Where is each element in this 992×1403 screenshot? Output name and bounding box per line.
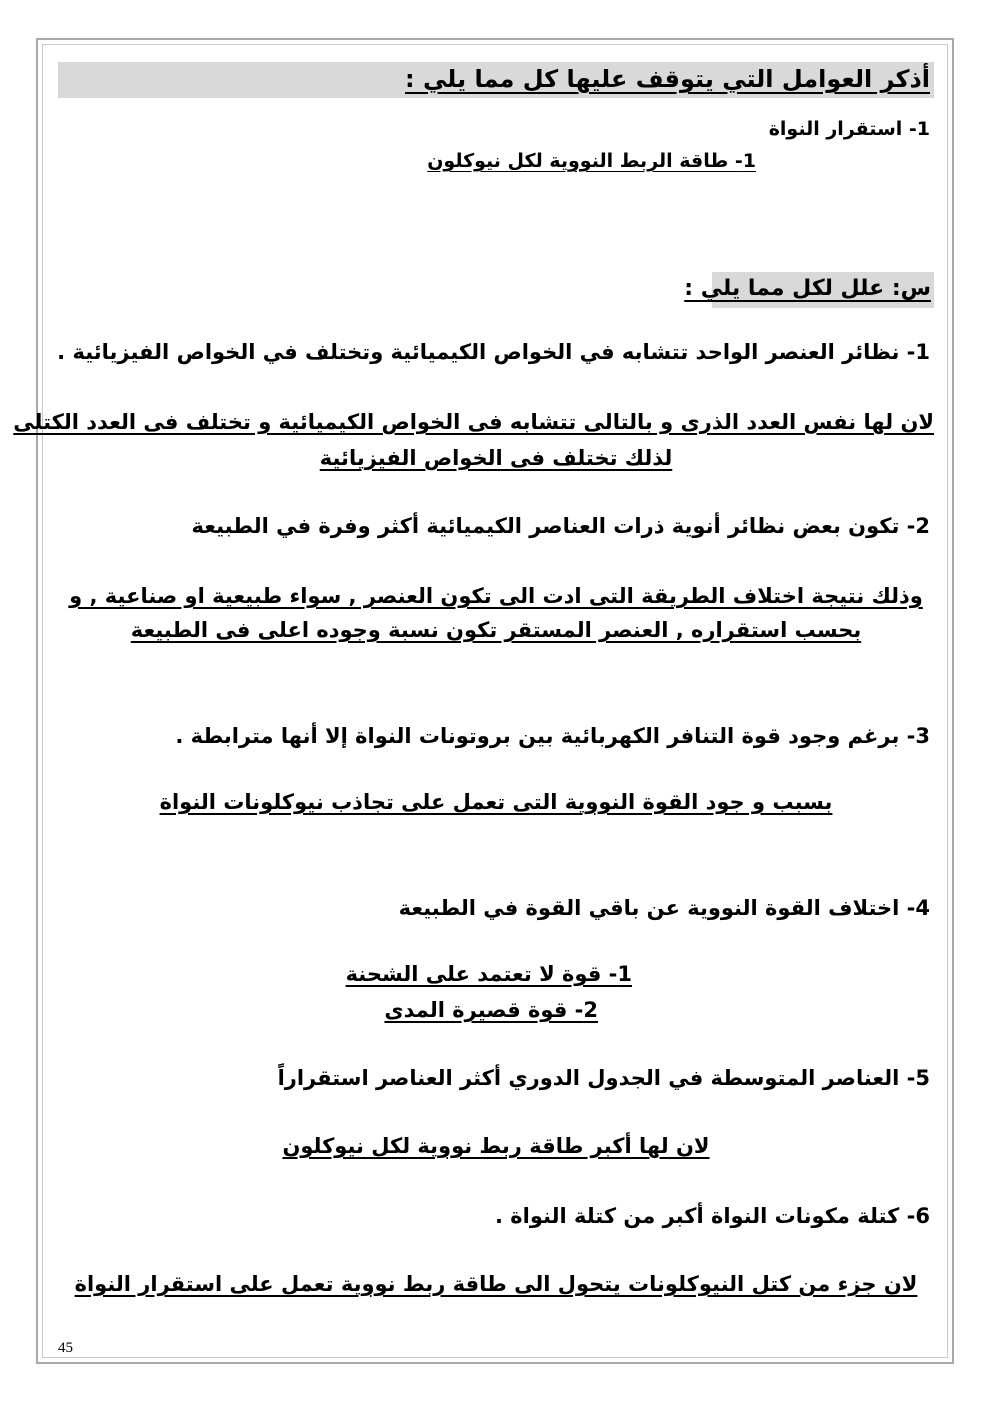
answer-6: لان جزء من كتل النيوكلونات يتحول الى طاقة ربط نووية تعمل على استقرار النواة <box>74 1272 918 1296</box>
page-number: 45 <box>58 1340 73 1356</box>
answer-4-point-1: 1- قوة لا تعتمد على الشحنة <box>345 962 632 986</box>
answer-2-line-1: وذلك نتيجة اختلاف الطريقة التى ادت الى تكون العنصر , سواء طبيعية او صناعية , و <box>69 584 923 608</box>
factor-item-stability: 1- استقرار النواة <box>768 118 930 140</box>
answer-1-line-2: لذلك تختلف فى الخواص الفيزيائية <box>319 446 673 470</box>
question-1: 1- نظائر العنصر الواحد تتشابه في الخواص الكيميائية وتختلف في الخواص الفيزيائية . <box>57 340 930 364</box>
factor-answer-binding-energy: 1- طاقة الربط النووية لكل نيوكلون <box>427 150 756 172</box>
question-4: 4- اختلاف القوة النووية عن باقي القوة في الطبيعة <box>398 896 930 920</box>
factors-heading <box>58 62 934 98</box>
answer-4-point-2: 2- قوة قصيرة المدى <box>384 998 598 1022</box>
question-5: 5- العناصر المتوسطة في الجدول الدوري أكثر العناصر استقراراً <box>277 1066 930 1090</box>
explain-heading <box>684 272 934 308</box>
answer-3: بسبب و جود القوة النووية التى تعمل على تجاذب نيوكلونات النواة <box>159 790 833 814</box>
page-border-inner <box>13 44 948 1358</box>
answer-5: لان لها أكبر طاقة ربط نووية لكل نيوكلون <box>282 1134 710 1158</box>
question-6: 6- كتلة مكونات النواة أكبر من كتلة النواة . <box>494 1204 930 1228</box>
answer-2-line-2: بحسب استقراره , العنصر المستقر تكون نسبة وجوده اعلى فى الطبيعة <box>130 618 862 642</box>
question-2: 2- تكون بعض نظائر أنوية ذرات العناصر الكيميائية أكثر وفرة في الطبيعة <box>191 514 930 538</box>
question-3: 3- برغم وجود قوة التنافر الكهربائية بين بروتونات النواة إلا أنها مترابطة . <box>175 724 930 748</box>
explain-heading-text: س: علل لكل مما يلي : <box>684 276 931 301</box>
factors-heading-text: أذكر العوامل التي يتوقف عليها كل مما يلي : <box>405 65 930 93</box>
answer-1-line-1: لان لها نفس العدد الذرى و بالتالى تتشابه فى الخواص الكيميائية و تختلف فى العدد الكتلى <box>13 410 934 434</box>
